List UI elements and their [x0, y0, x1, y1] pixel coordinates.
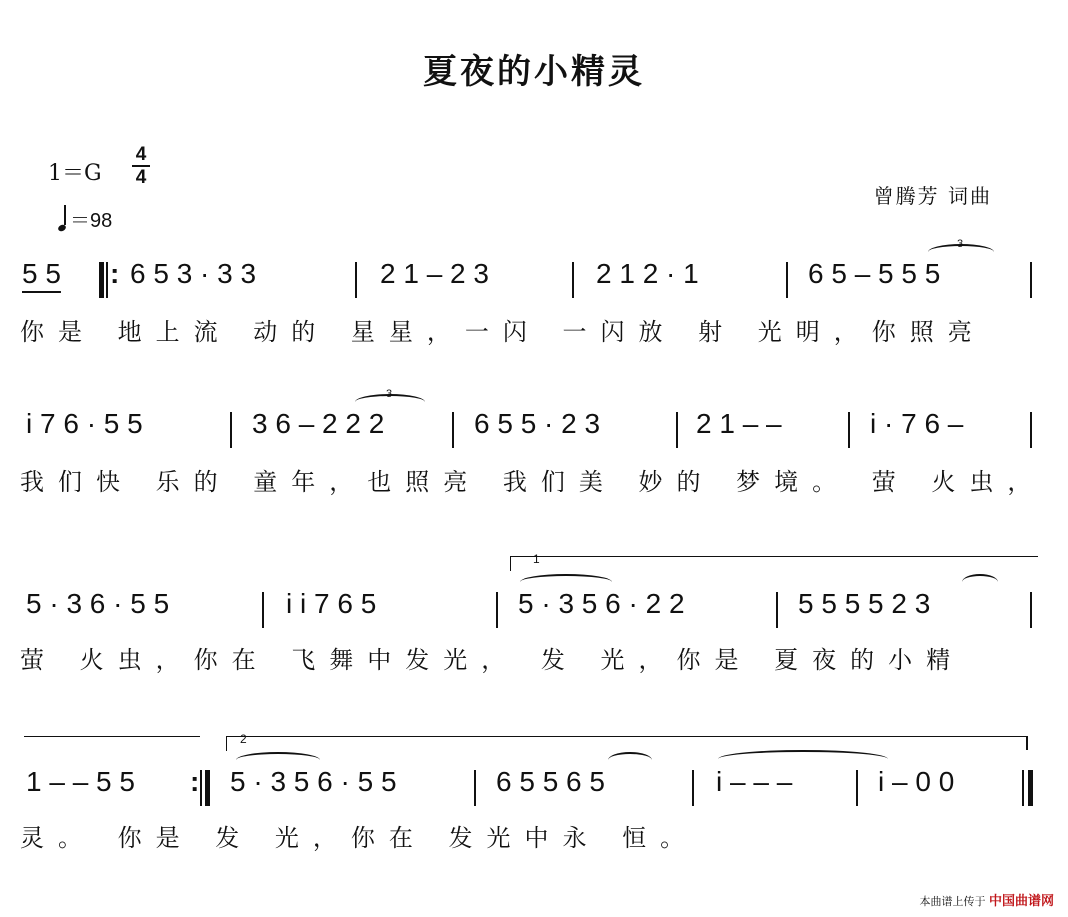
repeat-start-bar: [99, 262, 104, 298]
tempo-value: ＝98: [70, 210, 113, 232]
barline: [1030, 262, 1032, 298]
first-ending-start: [510, 556, 531, 571]
measure: 1 – – 5 5: [26, 766, 135, 797]
measure: 6 5 5 6 5: [496, 766, 605, 797]
barline: [355, 262, 357, 298]
final-barline-thick: [1028, 770, 1033, 806]
key-signature: 1＝G: [48, 161, 102, 186]
measure: 6 5 – 5 5 5: [808, 258, 941, 289]
barline: [572, 262, 574, 298]
composer-credit: 曾腾芳 词曲: [873, 184, 992, 208]
watermark-footer: [919, 890, 1054, 909]
repeat-end-bar: [205, 770, 210, 806]
second-ending-bracket: [226, 736, 1026, 738]
barline: [848, 412, 850, 448]
footer-text: 本曲谱上传于: [919, 895, 986, 908]
barline: [676, 412, 678, 448]
measure: 3 6 – 2 2 2: [252, 408, 385, 439]
final-barline-thin: [1022, 770, 1024, 806]
measure: 5 · 3 6 · 5 5: [26, 588, 170, 619]
first-ending-number: 1: [533, 552, 540, 566]
note-stem: [64, 205, 66, 225]
first-ending-continuation: [24, 736, 200, 738]
staff-row-1: [0, 238, 1068, 298]
slur: [962, 574, 998, 590]
measure: 2 1 – 2 3: [380, 258, 489, 289]
barline: [474, 770, 476, 806]
repeat-dots: :: [190, 766, 200, 797]
time-signature-top: 4: [135, 144, 147, 165]
barline: [230, 412, 232, 448]
barline: [452, 412, 454, 448]
measure: 6 5 3 · 3 3: [130, 258, 257, 289]
triplet-number: 3: [386, 388, 393, 400]
barline: [692, 770, 694, 806]
tie: [718, 750, 888, 768]
tempo-marking: [58, 204, 112, 233]
second-ending-start: [226, 736, 241, 751]
measure: i 7 6 · 5 5: [26, 408, 143, 439]
measure: 5 5 5 5 2 3: [798, 588, 931, 619]
triplet-number: 3: [957, 238, 964, 250]
footer-brand: 中国曲谱网: [988, 894, 1054, 909]
measure: i – – –: [716, 766, 793, 797]
barline: [1030, 412, 1032, 448]
staff-row-4: [0, 766, 1068, 806]
second-ending-number: 2: [240, 732, 247, 746]
repeat-end-thin: [200, 770, 202, 806]
barline: [1030, 592, 1032, 628]
slur: [520, 574, 612, 590]
time-signature-bottom: 4: [135, 167, 147, 188]
measure-pickup: 5 5: [22, 258, 61, 289]
measure: 6 5 5 · 2 3: [474, 408, 601, 439]
lyrics-row-1: 你是 地上流 动的 星星，一闪 一闪放 射 光明，你照亮: [20, 318, 986, 346]
time-signature: [130, 144, 152, 188]
measure: i · 7 6 –: [870, 408, 964, 439]
lyrics-row-3: 萤 火虫，你在 飞舞中发光， 发 光，你是 夏夜的小精: [20, 646, 965, 674]
second-ending-end: [1026, 736, 1028, 750]
lyrics-row-4: 灵。 你是 发 光，你在 发光中永 恒。: [20, 824, 699, 852]
repeat-start-thin: [106, 262, 108, 298]
measure: 2 1 – –: [696, 408, 782, 439]
measure: i i 7 6 5: [286, 588, 377, 619]
barline: [776, 592, 778, 628]
measure: i – 0 0: [878, 766, 955, 797]
staff-row-3: [0, 588, 1068, 628]
measure: 5 · 3 5 6 · 5 5: [230, 766, 397, 797]
barline: [786, 262, 788, 298]
measure: 5 · 3 5 6 · 2 2: [518, 588, 685, 619]
slur: [608, 752, 652, 768]
staff-row-2: [0, 388, 1068, 448]
song-title: 夏夜的小精灵: [423, 52, 645, 92]
lyrics-row-2: 我们快 乐的 童年，也照亮 我们美 妙的 梦境。 萤 火虫，: [20, 468, 1046, 496]
barline: [496, 592, 498, 628]
repeat-dots: :: [110, 258, 120, 289]
slur: [236, 752, 320, 768]
first-ending-bracket: [510, 556, 1038, 558]
measure: 2 1 2 · 1: [596, 258, 699, 289]
barline: [856, 770, 858, 806]
barline: [262, 592, 264, 628]
